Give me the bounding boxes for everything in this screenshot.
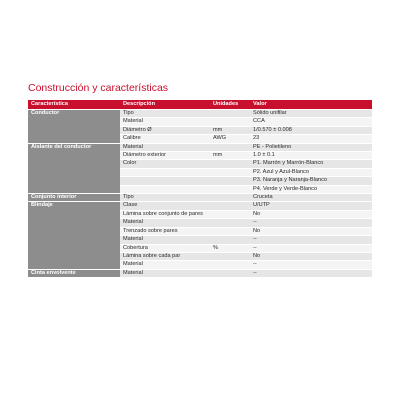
group-rows	[120, 144, 372, 194]
cell-unidades	[210, 144, 250, 151]
cell-unidades	[210, 253, 250, 260]
header-caracteristica: Característica	[28, 100, 120, 109]
group-rows	[120, 194, 372, 202]
cell-valor: --	[250, 245, 372, 252]
cell-descripcion: Trenzado sobre pares	[120, 228, 210, 235]
cell-descripcion: Clase	[120, 202, 210, 209]
cell-unidades	[210, 236, 250, 243]
table-row	[120, 236, 372, 244]
table-row	[120, 194, 372, 202]
cell-unidades: mm	[210, 152, 250, 159]
cell-unidades	[210, 202, 250, 209]
table-row	[120, 160, 372, 168]
header-unidades: Unidades	[210, 100, 250, 109]
cell-unidades	[210, 186, 250, 193]
table-row	[120, 186, 372, 194]
cell-unidades	[210, 169, 250, 176]
cell-descripcion: Material	[120, 261, 210, 268]
table-group	[28, 270, 372, 278]
section-title: Construcción y características	[28, 82, 169, 94]
table-row	[120, 253, 372, 261]
cell-valor: --	[250, 270, 372, 277]
cell-unidades: %	[210, 245, 250, 252]
cell-valor: CCA	[250, 118, 372, 125]
cell-unidades	[210, 211, 250, 218]
group-label: Cinta envolvente	[28, 270, 120, 278]
cell-valor: No	[250, 228, 372, 235]
cell-descripcion: Diámetro exterior	[120, 152, 210, 159]
cell-unidades: AWG	[210, 135, 250, 142]
cell-unidades	[210, 219, 250, 226]
group-rows	[120, 270, 372, 278]
cell-unidades: mm	[210, 127, 250, 134]
group-rows	[120, 202, 372, 269]
cell-unidades	[210, 261, 250, 268]
table-row	[120, 245, 372, 253]
cell-descripcion: Tipo	[120, 110, 210, 117]
cell-unidades	[210, 118, 250, 125]
cell-valor: U/UTP	[250, 202, 372, 209]
cell-valor: Cruceta	[250, 194, 372, 201]
table-group	[28, 194, 372, 202]
group-label: Conjunto interior	[28, 194, 120, 202]
table-row	[120, 144, 372, 152]
table-row	[120, 110, 372, 118]
cell-unidades	[210, 110, 250, 117]
cell-descripcion: Material	[120, 118, 210, 125]
table-row	[120, 177, 372, 185]
cell-valor: --	[250, 261, 372, 268]
cell-descripcion	[120, 177, 210, 184]
table-group	[28, 202, 372, 269]
spec-table	[28, 100, 372, 278]
table-row	[120, 135, 372, 143]
cell-descripcion: Cobertura	[120, 245, 210, 252]
table-row	[120, 261, 372, 269]
cell-unidades	[210, 270, 250, 277]
table-row	[120, 270, 372, 278]
table-row	[120, 169, 372, 177]
cell-valor: No	[250, 253, 372, 260]
cell-valor: P1. Marrón y Marrón-Blanco	[250, 160, 372, 167]
cell-valor: P2. Azul y Azul-Blanco	[250, 169, 372, 176]
cell-descripcion: Color	[120, 160, 210, 167]
cell-descripcion	[120, 169, 210, 176]
header-valor: Valor	[250, 100, 372, 109]
group-label: Aislante del conductor	[28, 144, 120, 194]
group-rows	[120, 110, 372, 144]
cell-valor: P4. Verde y Verde-Blanco	[250, 186, 372, 193]
cell-valor: 1/0.570 ± 0.008	[250, 127, 372, 134]
cell-valor: Sólido unifilar	[250, 110, 372, 117]
cell-descripcion: Lámina sobre conjunto de pares	[120, 211, 210, 218]
cell-valor: No	[250, 211, 372, 218]
cell-unidades	[210, 160, 250, 167]
cell-unidades	[210, 228, 250, 235]
cell-valor: 23	[250, 135, 372, 142]
cell-unidades	[210, 177, 250, 184]
cell-descripcion: Material	[120, 236, 210, 243]
table-row	[120, 152, 372, 160]
cell-valor: P3. Naranja y Naranja-Blanco	[250, 177, 372, 184]
table-group	[28, 144, 372, 194]
cell-descripcion: Material	[120, 144, 210, 151]
cell-valor: --	[250, 236, 372, 243]
table-row	[120, 228, 372, 236]
table-row	[120, 127, 372, 135]
group-label: Blindaje	[28, 202, 120, 269]
cell-unidades	[210, 194, 250, 201]
cell-descripcion: Material	[120, 219, 210, 226]
cell-descripcion: Tipo	[120, 194, 210, 201]
table-group	[28, 110, 372, 144]
cell-descripcion: Material	[120, 270, 210, 277]
header-descripcion: Descripción	[120, 100, 210, 109]
table-row	[120, 202, 372, 210]
table-row	[120, 219, 372, 227]
cell-descripcion: Calibre	[120, 135, 210, 142]
table-row	[120, 118, 372, 126]
table-row	[120, 211, 372, 219]
group-label: Conductor	[28, 110, 120, 144]
cell-valor: --	[250, 219, 372, 226]
cell-descripcion	[120, 186, 210, 193]
cell-descripcion: Diámetro Ø	[120, 127, 210, 134]
cell-valor: 1.0 ± 0.1	[250, 152, 372, 159]
table-body	[28, 110, 372, 278]
table-header-row	[28, 100, 372, 110]
cell-valor: PE - Polietileno	[250, 144, 372, 151]
cell-descripcion: Lámina sobre cada par	[120, 253, 210, 260]
